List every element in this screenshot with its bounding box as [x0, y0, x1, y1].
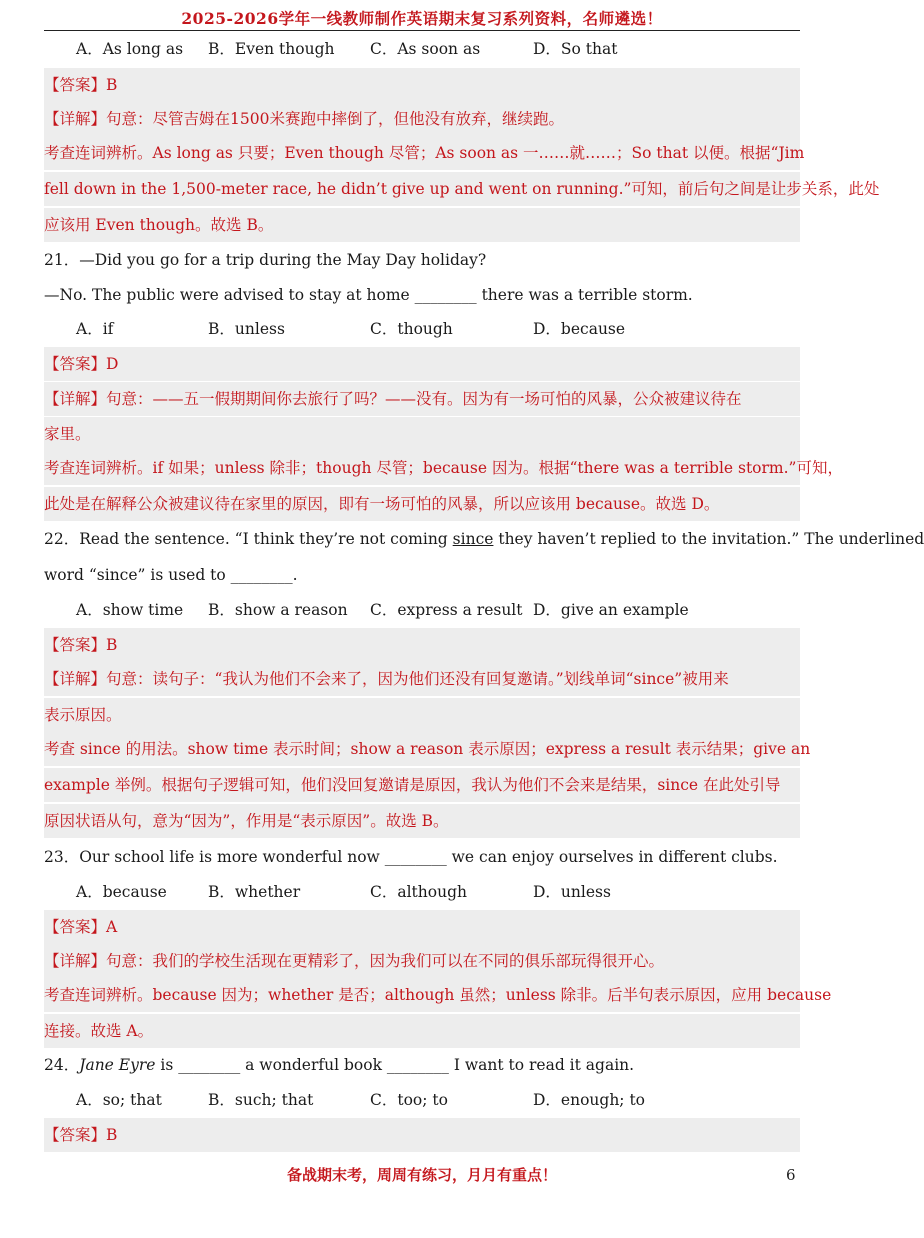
q21-detail-meaning: 句意：——五一假期期间你去旅行了吗？——没有。因为有一场可怕的风暴，公众被建议待在	[106, 390, 742, 408]
q23-option-b: B．whether	[208, 883, 301, 901]
q22-analysis-line: 原因状语从句，意为“因为”，作用是“表示原因”。故选 B。	[44, 804, 800, 838]
q21-options	[44, 312, 800, 346]
q22-options	[44, 593, 800, 627]
q24-stem	[44, 1048, 800, 1082]
q21-analysis-line: 此处是在解释公众被建议待在家里的原因，即有一场可怕的风暴，所以应该用 because。故选 D。	[44, 487, 800, 521]
q20-option-c: C．As soon as	[370, 40, 481, 58]
q22-option-d: D．give an example	[533, 601, 689, 619]
q21-option-d: D．because	[533, 320, 626, 338]
header-divider	[44, 30, 800, 31]
q21-analysis-line: 考查连词辨析。if 如果；unless 除非；though 尽管；because 因为。根据“there was a terrible storm.”可知，	[44, 451, 800, 485]
q22-detail	[44, 662, 800, 696]
q20-detail-tag: 【详解】	[44, 110, 107, 128]
q21-stem-cont: —No. The public were advised to stay at home ________ there was a terrible storm.	[44, 286, 693, 304]
q23-option-a: A．because	[76, 883, 167, 901]
q20-analysis-line: fell down in the 1,500-meter race, he didn’t give up and went on running.”可知，前后句之间是让步关系，此处	[44, 172, 800, 206]
q20-analysis-line: 考查连词辨析。As long as 只要；Even though 尽管；As soon as 一……就……；So that 以便。根据“Jim	[44, 136, 800, 170]
page-header-title: 2025-2026学年一线教师制作英语期末复习系列资料，名师遴选！	[181, 9, 663, 28]
q24-options	[44, 1083, 800, 1117]
q23-options	[44, 875, 800, 909]
q23-answer: 【答案】A	[44, 910, 800, 944]
q21-detail	[44, 382, 800, 416]
q24-book-title: Jane Eyre	[79, 1056, 156, 1074]
q21-detail-tag: 【详解】	[44, 390, 107, 408]
q20-detail-meaning: 句意：尽管吉姆在1500米赛跑中摔倒了，但他没有放弃，继续跑。	[106, 110, 564, 128]
q20-option-a: A．As long as	[76, 40, 184, 58]
q23-analysis-line: 连接。故选 A。	[44, 1014, 800, 1048]
q24-answer: 【答案】B	[44, 1118, 800, 1152]
q21-answer: 【答案】D	[44, 347, 800, 381]
q22-analysis-line: example 举例。根据句子逻辑可知，他们没回复邀请是原因，我认为他们不会来是结果，since 在此处引导	[44, 768, 800, 802]
q20-answer: 【答案】B	[44, 68, 800, 102]
q22-stem-post: they haven’t replied to the invitation.” The underlined	[493, 530, 924, 548]
q23-detail-tag: 【详解】	[44, 952, 107, 970]
q23-detail-meaning: 句意：我们的学校生活现在更精彩了，因为我们可以在不同的俱乐部玩得很开心。	[106, 952, 665, 970]
q23-analysis-line: 考查连词辨析。because 因为；whether 是否；although 虽然；unless 除非。后半句表示原因，应用 because	[44, 978, 800, 1012]
page-footer-slogan: 备战期末考，周周有练习，月月有重点！	[286, 1166, 557, 1184]
q21-option-a: A．if	[76, 320, 114, 338]
q20-option-b: B．Even though	[208, 40, 335, 58]
q22-stem-pre: 22．Read the sentence. “I think they’re not coming	[44, 530, 453, 548]
q22-answer: 【答案】B	[44, 628, 800, 662]
q22-underlined-word: since	[452, 530, 494, 548]
q23-stem: 23．Our school life is more wonderful now ________ we can enjoy ourselves in different clubs.	[44, 848, 778, 866]
q22-option-b: B．show a reason	[208, 601, 348, 619]
q21-detail-cont: 家里。	[44, 417, 800, 451]
q22-option-a: A．show time	[76, 601, 184, 619]
q20-detail	[44, 102, 800, 136]
q22-stem	[44, 522, 924, 556]
q23-option-c: C．although	[370, 883, 467, 901]
q24-option-c: C．too; to	[370, 1091, 448, 1109]
q23-detail	[44, 944, 800, 978]
q20-option-d: D．So that	[533, 40, 618, 58]
page-number: 6	[786, 1166, 796, 1184]
q22-option-c: C．express a result	[370, 601, 523, 619]
q21-stem: 21．—Did you go for a trip during the May Day holiday?	[44, 251, 487, 269]
q22-detail-cont: 表示原因。	[44, 698, 800, 732]
q24-option-a: A．so; that	[76, 1091, 162, 1109]
q24-option-b: B．such; that	[208, 1091, 314, 1109]
q24-number: 24．	[44, 1056, 80, 1074]
q24-option-d: D．enough; to	[533, 1091, 646, 1109]
q23-option-d: D．unless	[533, 883, 611, 901]
q22-stem-cont: word “since” is used to ________.	[44, 566, 298, 584]
q22-detail-tag: 【详解】	[44, 670, 107, 688]
q24-stem-rest: is ________ a wonderful book ________ I want to read it again.	[155, 1056, 635, 1074]
q22-analysis-line: 考查 since 的用法。show time 表示时间；show a reason 表示原因；express a result 表示结果；give an	[44, 732, 800, 766]
q22-detail-meaning: 句意：读句子：“我认为他们不会来了，因为他们还没有回复邀请。”划线单词“since”被用来	[106, 670, 729, 688]
q21-option-b: B．unless	[208, 320, 285, 338]
q20-analysis-line: 应该用 Even though。故选 B。	[44, 208, 800, 242]
q20-options	[44, 32, 800, 66]
q21-option-c: C．though	[370, 320, 453, 338]
